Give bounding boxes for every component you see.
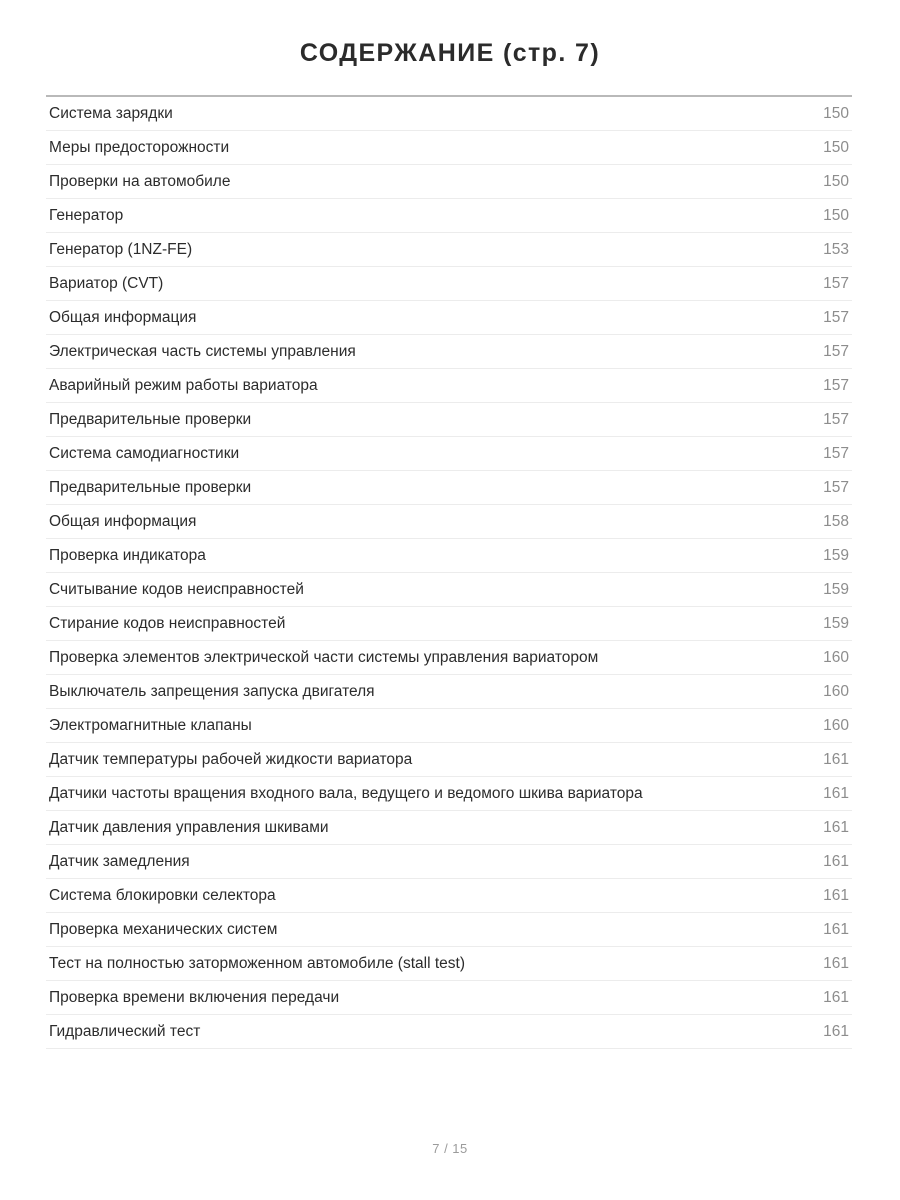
toc-entry-title: Общая информация (49, 309, 197, 326)
toc-entry-title: Система зарядки (49, 105, 173, 122)
toc-entry-page-number: 161 (823, 853, 849, 870)
toc-entry-title: Генератор (1NZ-FE) (49, 241, 193, 258)
toc-entry-title: Датчик замедления (49, 853, 190, 870)
toc-entry[interactable] (46, 199, 852, 233)
toc-entry-title: Электромагнитные клапаны (49, 717, 252, 734)
toc-entry-title: Проверки на автомобиле (49, 173, 231, 190)
toc-entry[interactable] (46, 1015, 852, 1049)
toc-entry-page-number: 157 (823, 479, 849, 496)
toc-entry-title: Предварительные проверки (49, 411, 252, 428)
toc-entry-title: Считывание кодов неисправностей (49, 581, 304, 598)
toc-entry-page-number: 158 (823, 513, 849, 530)
toc-entry[interactable] (46, 879, 852, 913)
toc-entry[interactable] (46, 573, 852, 607)
page-footer (0, 1140, 900, 1200)
toc-entry-title: Датчик температуры рабочей жидкости вариатора (49, 751, 413, 768)
toc-entry[interactable] (46, 505, 852, 539)
toc-entry-page-number: 157 (823, 309, 849, 326)
toc-entry[interactable] (46, 471, 852, 505)
toc-entry-page-number: 160 (823, 717, 849, 734)
toc-entry[interactable] (46, 267, 852, 301)
toc-entry-page-number: 157 (823, 343, 849, 360)
toc-entry[interactable] (46, 675, 852, 709)
toc-entry-title: Проверка времени включения передачи (49, 989, 340, 1006)
toc-entry-page-number: 161 (823, 955, 849, 972)
toc-entry-title: Проверка механических систем (49, 921, 278, 938)
toc-entry-title: Тест на полностью заторможенном автомобиле (stall test) (49, 955, 465, 972)
toc-entry-page-number: 161 (823, 989, 849, 1006)
toc-entry-page-number: 159 (823, 547, 849, 564)
toc-entry-page-number: 161 (823, 751, 849, 768)
toc-entry-title: Проверка элементов электрической части системы управления вариатором (49, 649, 599, 666)
toc-entry-page-number: 159 (823, 615, 849, 632)
page-title: СОДЕРЖАНИЕ (стр. 7) (299, 39, 601, 67)
toc-entry[interactable] (46, 845, 852, 879)
toc-entry[interactable] (46, 641, 852, 675)
toc-entry-page-number: 150 (823, 173, 849, 190)
toc-entry-page-number: 161 (823, 921, 849, 938)
toc-entry-page-number: 157 (823, 275, 849, 292)
toc-entry-page-number: 159 (823, 581, 849, 598)
toc-entry[interactable] (46, 131, 852, 165)
toc-entry[interactable] (46, 539, 852, 573)
toc-entry[interactable] (46, 947, 852, 981)
toc-entry-page-number: 161 (823, 887, 849, 904)
toc-entry-title: Проверка индикатора (49, 547, 206, 564)
toc-entry[interactable] (46, 233, 852, 267)
toc-entry-title: Система самодиагностики (49, 445, 240, 462)
toc-entry-page-number: 150 (823, 105, 849, 122)
toc-entry-page-number: 161 (823, 1023, 849, 1040)
toc-entry-title: Датчик давления управления шкивами (49, 819, 329, 836)
toc-entry[interactable] (46, 913, 852, 947)
toc-entry[interactable] (46, 607, 852, 641)
toc-entry[interactable] (46, 369, 852, 403)
toc-entry[interactable] (46, 981, 852, 1015)
page-indicator: 7 / 15 (432, 1141, 468, 1156)
toc-entry-title: Аварийный режим работы вариатора (49, 377, 318, 394)
toc-entry-title: Гидравлический тест (49, 1023, 201, 1040)
toc-entry[interactable] (46, 165, 852, 199)
toc-entry[interactable] (46, 437, 852, 471)
toc-entry-title: Выключатель запрещения запуска двигателя (49, 683, 375, 700)
toc-entry-title: Стирание кодов неисправностей (49, 615, 286, 632)
toc-entry-title: Общая информация (49, 513, 197, 530)
toc-entry[interactable] (46, 709, 852, 743)
toc-entry[interactable] (46, 743, 852, 777)
toc-entry-title: Вариатор (CVT) (49, 275, 164, 292)
table-of-contents (46, 97, 852, 1049)
toc-entry-title: Генератор (49, 207, 124, 224)
toc-entry-page-number: 161 (823, 819, 849, 836)
toc-entry[interactable] (46, 97, 852, 131)
toc-entry-page-number: 150 (823, 139, 849, 156)
toc-entry[interactable] (46, 335, 852, 369)
toc-entry-page-number: 150 (823, 207, 849, 224)
toc-entry-title: Система блокировки селектора (49, 887, 276, 904)
toc-entry-title: Датчики частоты вращения входного вала, ведущего и ведомого шкива вариатора (49, 785, 643, 802)
toc-entry-page-number: 160 (823, 649, 849, 666)
toc-entry-page-number: 157 (823, 445, 849, 462)
toc-entry-page-number: 157 (823, 411, 849, 428)
toc-entry-page-number: 161 (823, 785, 849, 802)
toc-entry-page-number: 153 (823, 241, 849, 258)
toc-entry-title: Электрическая часть системы управления (49, 343, 356, 360)
toc-entry-page-number: 157 (823, 377, 849, 394)
toc-entry[interactable] (46, 811, 852, 845)
toc-entry-page-number: 160 (823, 683, 849, 700)
toc-entry-title: Меры предосторожности (49, 139, 230, 156)
toc-entry[interactable] (46, 403, 852, 437)
toc-entry-title: Предварительные проверки (49, 479, 252, 496)
toc-entry[interactable] (46, 301, 852, 335)
toc-entry[interactable] (46, 777, 852, 811)
